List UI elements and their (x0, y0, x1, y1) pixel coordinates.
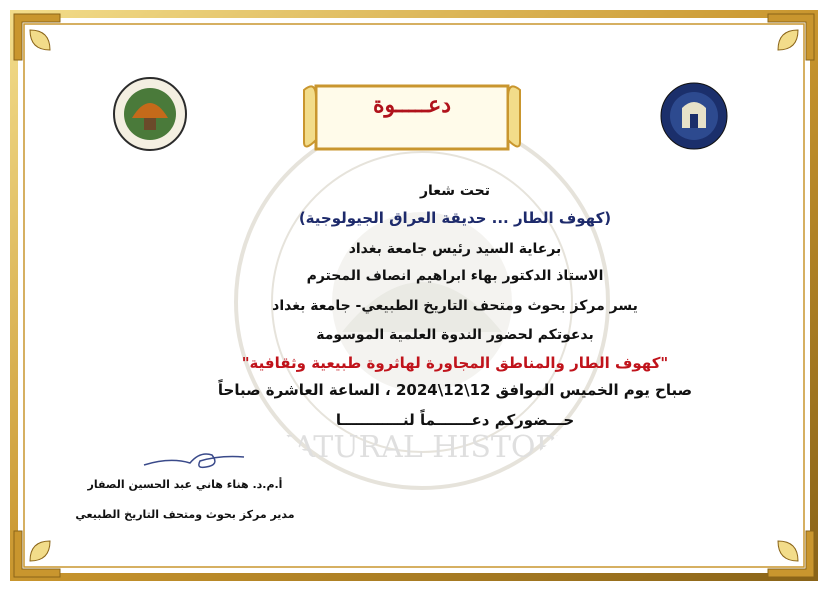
slogan: (كهوف الطار ... حديقة العراق الجيولوجية) (298, 209, 612, 227)
natural-history-museum-logo (102, 74, 198, 154)
president-name: الاستاذ الدكتور بهاء ابراهيم انصاف المحترم (306, 268, 604, 284)
slogan-intro: تحت شعار (419, 183, 491, 199)
closing-line: حـــضوركم دعـــــــماً لنــــــــــــا (335, 411, 575, 429)
patronage-line: برعاية السيد رئيس جامعة بغداد (348, 241, 562, 257)
university-of-baghdad-logo (660, 82, 728, 150)
signatory-name: أ.م.د. هناء هاني عبد الحسين الصفار (87, 478, 283, 491)
signatory-title: مدير مركز بحوث ومتحف التاريخ الطبيعي (75, 508, 295, 521)
invitation-title: دعـــــوة (372, 92, 452, 118)
signature-mark (140, 445, 250, 475)
watermark-text: NATURAL HISTORY (267, 430, 577, 465)
invitation-line: بدعوتكم لحضور الندوة العلمية الموسومة (316, 327, 594, 343)
date-time-line: صباح يوم الخميس الموافق 12\12\2024 ، الساعة العاشرة صباحاً (217, 381, 693, 399)
host-line: يسر مركز بحوث ومتحف التاريخ الطبيعي- جامعة بغداد (272, 298, 638, 314)
seminar-title: "كهوف الطار والمناطق المجاورة لهاثروة طبيعية وثقافية" (241, 354, 669, 372)
